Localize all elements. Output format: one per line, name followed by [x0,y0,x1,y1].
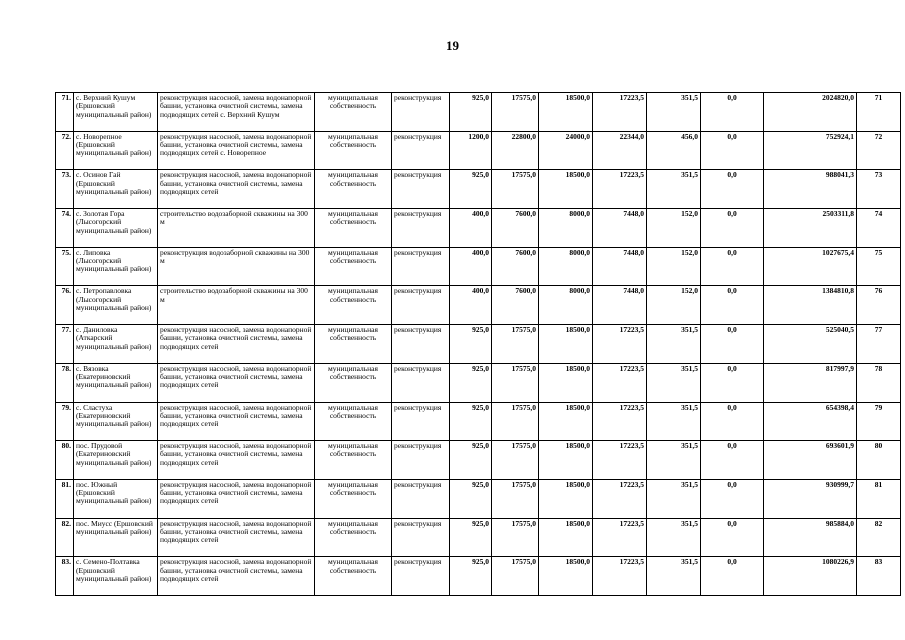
row-value-5: 351,5 [647,93,701,132]
row-work-type: реконструкция [392,363,450,402]
row-value-2: 17575,0 [492,479,539,518]
row-location: с. Сластуха (Екатериновский муниципальный район) [74,402,158,441]
row-description: реконструкция насосной, замена водонапорной башни, установка очистной системы, замена подводящих сетей [158,363,315,402]
row-value-4: 17223,5 [593,557,647,596]
row-value-6: 0,0 [701,518,764,557]
row-value-6: 0,0 [701,557,764,596]
row-location: пос. Прудовой (Екатериновский муниципальный район) [74,441,158,480]
table-row [56,557,901,596]
row-work-type: реконструкция [392,402,450,441]
row-location: с. Новорепное (Ершовский муниципальный район) [74,131,158,170]
row-value-4: 7448,0 [593,209,647,248]
row-ownership: муниципальная собственность [315,209,392,248]
row-value-7: 1027675,4 [764,247,857,286]
row-value-7: 1384810,8 [764,286,857,325]
row-value-1: 925,0 [450,518,492,557]
row-description: реконструкция насосной, замена водонапорной башни, установка очистной системы, замена подводящих сетей [158,325,315,364]
row-value-5: 456,0 [647,131,701,170]
row-description: реконструкция насосной, замена водонапорной башни, установка очистной системы, замена подводящих сетей [158,170,315,209]
row-value-7: 988041,3 [764,170,857,209]
row-value-1: 400,0 [450,286,492,325]
row-value-7: 525040,5 [764,325,857,364]
row-index: 76 [857,286,901,325]
row-description: реконструкция насосной, замена водонапорной башни, установка очистной системы, замена подводящих сетей [158,557,315,596]
table-row [56,441,901,480]
row-ownership: муниципальная собственность [315,518,392,557]
row-value-3: 8000,0 [539,286,593,325]
row-ownership: муниципальная собственность [315,93,392,132]
row-value-7: 2024820,0 [764,93,857,132]
row-value-2: 17575,0 [492,170,539,209]
row-value-3: 8000,0 [539,247,593,286]
row-ownership: муниципальная собственность [315,441,392,480]
row-index: 72 [857,131,901,170]
row-description: реконструкция насосной, замена водонапорной башни, установка очистной системы, замена подводящих сетей [158,441,315,480]
row-value-1: 1200,0 [450,131,492,170]
row-ownership: муниципальная собственность [315,131,392,170]
row-location: пос. Миусс (Ершовский муниципальный район) [74,518,158,557]
row-value-3: 18500,0 [539,441,593,480]
row-value-4: 22344,0 [593,131,647,170]
table-row [56,479,901,518]
row-work-type: реконструкция [392,93,450,132]
row-value-1: 400,0 [450,247,492,286]
row-ownership: муниципальная собственность [315,170,392,209]
row-index: 83 [857,557,901,596]
row-value-6: 0,0 [701,247,764,286]
row-value-3: 18500,0 [539,325,593,364]
row-index: 71 [857,93,901,132]
row-value-5: 351,5 [647,325,701,364]
row-ownership: муниципальная собственность [315,286,392,325]
row-index: 75 [857,247,901,286]
row-location: с. Даниловка (Аткарский муниципальный район) [74,325,158,364]
row-value-4: 7448,0 [593,286,647,325]
row-value-1: 925,0 [450,402,492,441]
row-number: 81. [56,479,74,518]
row-value-5: 351,5 [647,402,701,441]
row-value-4: 17223,5 [593,402,647,441]
row-value-3: 18500,0 [539,402,593,441]
row-work-type: реконструкция [392,518,450,557]
row-ownership: муниципальная собственность [315,363,392,402]
row-value-4: 17223,5 [593,363,647,402]
row-location: с. Петропавловка (Лысогорский муниципальный район) [74,286,158,325]
row-index: 82 [857,518,901,557]
row-value-3: 8000,0 [539,209,593,248]
row-value-2: 22800,0 [492,131,539,170]
row-value-6: 0,0 [701,170,764,209]
row-ownership: муниципальная собственность [315,402,392,441]
row-value-3: 18500,0 [539,557,593,596]
row-description: реконструкция насосной, замена водонапорной башни, установка очистной системы, замена подводящих сетей [158,518,315,557]
table-row [56,402,901,441]
row-value-2: 17575,0 [492,325,539,364]
row-work-type: реконструкция [392,247,450,286]
row-location: пос. Южный (Ершовский муниципальный район) [74,479,158,518]
row-value-3: 18500,0 [539,93,593,132]
row-value-7: 985884,0 [764,518,857,557]
row-work-type: реконструкция [392,557,450,596]
row-ownership: муниципальная собственность [315,325,392,364]
row-work-type: реконструкция [392,325,450,364]
row-value-6: 0,0 [701,286,764,325]
row-work-type: реконструкция [392,170,450,209]
row-number: 82. [56,518,74,557]
row-description: реконструкция насосной, замена водонапорной башни, установка очистной системы, замена подводящих сетей [158,479,315,518]
row-index: 74 [857,209,901,248]
row-value-7: 752924,1 [764,131,857,170]
row-value-5: 351,5 [647,518,701,557]
row-number: 78. [56,363,74,402]
row-value-6: 0,0 [701,209,764,248]
table-row [56,518,901,557]
row-work-type: реконструкция [392,441,450,480]
table-row [56,363,901,402]
row-value-4: 17223,5 [593,479,647,518]
row-value-4: 17223,5 [593,170,647,209]
row-description: строительство водозаборной скважины на 300 м [158,286,315,325]
row-value-1: 925,0 [450,325,492,364]
row-number: 76. [56,286,74,325]
row-value-1: 925,0 [450,441,492,480]
row-value-1: 925,0 [450,363,492,402]
row-value-6: 0,0 [701,441,764,480]
row-value-5: 351,5 [647,441,701,480]
table-row [56,209,901,248]
row-value-2: 7600,0 [492,286,539,325]
table-body [56,93,901,596]
table-row [56,325,901,364]
row-location: с. Верхний Кушум (Ершовский муниципальный район) [74,93,158,132]
row-value-2: 17575,0 [492,557,539,596]
row-value-4: 17223,5 [593,325,647,364]
row-location: с. Осинов Гай (Ершовский муниципальный район) [74,170,158,209]
row-index: 77 [857,325,901,364]
row-location: с. Липовка (Лысогорский муниципальный район) [74,247,158,286]
row-number: 75. [56,247,74,286]
row-number: 80. [56,441,74,480]
row-value-1: 925,0 [450,93,492,132]
row-number: 74. [56,209,74,248]
row-value-2: 17575,0 [492,363,539,402]
row-value-6: 0,0 [701,402,764,441]
table-row [56,286,901,325]
row-value-4: 7448,0 [593,247,647,286]
table-row [56,247,901,286]
row-value-3: 18500,0 [539,479,593,518]
row-value-1: 925,0 [450,170,492,209]
row-value-4: 17223,5 [593,93,647,132]
page-number: 19 [446,38,459,53]
row-value-5: 351,5 [647,363,701,402]
row-value-2: 17575,0 [492,441,539,480]
row-description: реконструкция насосной, замена водонапорной башни, установка очистной системы, замена подводящих сетей [158,402,315,441]
row-value-2: 17575,0 [492,518,539,557]
row-value-6: 0,0 [701,131,764,170]
row-value-6: 0,0 [701,325,764,364]
row-ownership: муниципальная собственность [315,557,392,596]
row-value-7: 2503311,8 [764,209,857,248]
row-number: 77. [56,325,74,364]
row-value-7: 817997,9 [764,363,857,402]
row-value-2: 17575,0 [492,93,539,132]
row-value-5: 351,5 [647,479,701,518]
row-value-7: 930999,7 [764,479,857,518]
row-location: с. Семено-Полтавка (Ершовский муниципальный район) [74,557,158,596]
row-description: реконструкция насосной, замена водонапорной башни, установка очистной системы, замена подводящих сетей с. Верхний Кушум [158,93,315,132]
row-location: с. Вязовка (Екатериновский муниципальный район) [74,363,158,402]
row-value-4: 17223,5 [593,518,647,557]
row-value-7: 693601,9 [764,441,857,480]
row-value-3: 18500,0 [539,363,593,402]
row-value-3: 24000,0 [539,131,593,170]
row-value-2: 7600,0 [492,209,539,248]
row-ownership: муниципальная собственность [315,479,392,518]
row-number: 79. [56,402,74,441]
data-table [55,92,901,596]
row-value-3: 18500,0 [539,170,593,209]
row-description: реконструкция водозаборной скважины на 300 м [158,247,315,286]
row-value-5: 152,0 [647,286,701,325]
row-description: реконструкция насосной, замена водонапорной башни, установка очистной системы, замена подводящих сетей с. Новорепное [158,131,315,170]
row-value-7: 1080226,9 [764,557,857,596]
row-value-3: 18500,0 [539,518,593,557]
row-value-5: 351,5 [647,170,701,209]
row-value-2: 17575,0 [492,402,539,441]
row-number: 83. [56,557,74,596]
row-value-1: 925,0 [450,557,492,596]
row-value-6: 0,0 [701,93,764,132]
row-index: 73 [857,170,901,209]
row-value-4: 17223,5 [593,441,647,480]
row-value-7: 654398,4 [764,402,857,441]
table-row [56,170,901,209]
row-index: 79 [857,402,901,441]
row-index: 81 [857,479,901,518]
row-work-type: реконструкция [392,286,450,325]
row-value-5: 152,0 [647,247,701,286]
row-work-type: реконструкция [392,209,450,248]
row-number: 72. [56,131,74,170]
row-value-5: 351,5 [647,557,701,596]
row-work-type: реконструкция [392,479,450,518]
row-number: 71. [56,93,74,132]
row-location: с. Золотая Гора (Лысогорский муниципальный район) [74,209,158,248]
row-work-type: реконструкция [392,131,450,170]
row-value-6: 0,0 [701,363,764,402]
table-row [56,131,901,170]
row-value-2: 7600,0 [492,247,539,286]
row-value-5: 152,0 [647,209,701,248]
row-value-1: 400,0 [450,209,492,248]
table-row [56,93,901,132]
row-index: 80 [857,441,901,480]
row-ownership: муниципальная собственность [315,247,392,286]
row-value-6: 0,0 [701,479,764,518]
row-value-1: 925,0 [450,479,492,518]
row-index: 78 [857,363,901,402]
row-number: 73. [56,170,74,209]
row-description: строительство водозаборной скважины на 300 м [158,209,315,248]
